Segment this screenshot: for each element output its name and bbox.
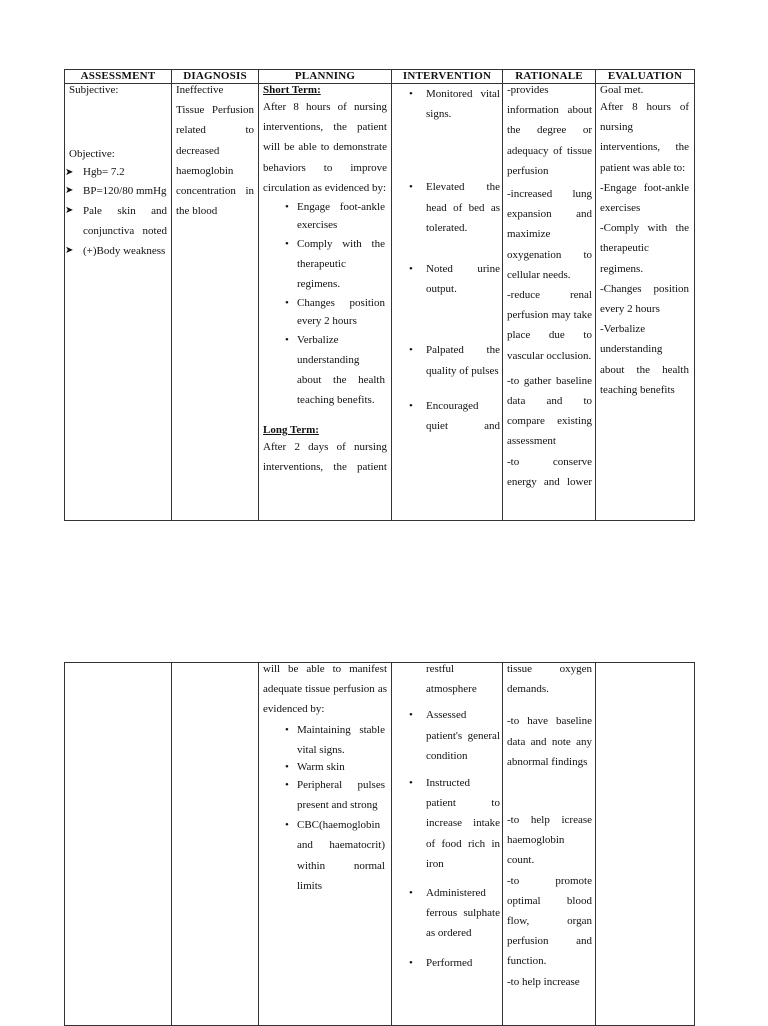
list-item: • CBC(haemoglobin and haematocrit) within normal limits bbox=[263, 815, 385, 897]
care-plan-row bbox=[65, 84, 695, 521]
evaluation-item: -Verbalize understanding about the health teaching benefits bbox=[600, 323, 689, 396]
short-term-text: After 8 hours of nursing interventions, the patient will be able to demonstrate behaviors to improve circulation as evidenced by: bbox=[263, 101, 387, 194]
evaluation-title: Goal met. bbox=[600, 84, 644, 96]
rationale-item: -to have baseline data and note any abnormal findings bbox=[507, 715, 592, 768]
intervention-list-continued bbox=[392, 705, 501, 972]
assessment-cell-continued bbox=[65, 663, 172, 1026]
short-term-label: Short Term: bbox=[263, 84, 321, 96]
list-item: • Palpated the quality of pulses bbox=[409, 344, 500, 377]
header-evaluation: EVALUATION bbox=[596, 70, 695, 84]
rationale-item: -to help icrease haemoglobin count. bbox=[507, 814, 592, 867]
list-item: • Administered ferrous sulphate as ordered bbox=[409, 887, 500, 940]
assessment-list bbox=[65, 164, 168, 261]
intervention-cell bbox=[392, 84, 503, 521]
arrow-bullet-icon: ➤ bbox=[65, 205, 74, 216]
evaluation-item: -Engage foot-ankle exercises bbox=[600, 181, 689, 215]
list-item: • Assessed patient's general condition bbox=[409, 709, 500, 762]
rationale-item: tissue oxygen demands. bbox=[507, 663, 592, 696]
long-term-list bbox=[263, 720, 385, 897]
header-diagnosis: DIAGNOSIS bbox=[172, 70, 259, 84]
long-term-text-continued: will be able to manifest adequate tissue perfusion as evidenced by: bbox=[263, 663, 387, 716]
diagnosis-cell bbox=[172, 84, 259, 521]
evaluation-text: After 8 hours of nursing interventions, the patient was able to: bbox=[600, 101, 689, 174]
care-plan-table-page-2 bbox=[64, 662, 695, 1026]
long-term-text: After 2 days of nursing interventions, the patient bbox=[263, 441, 387, 474]
evaluation-cell bbox=[596, 84, 695, 521]
care-plan-table-page-1 bbox=[64, 69, 695, 521]
rationale-item: -reduce renal perfusion may take place due to vascular occlusion. bbox=[507, 289, 592, 362]
list-item: • Comply with the therapeutic regimens. bbox=[263, 234, 385, 294]
short-term-list bbox=[263, 198, 385, 410]
list-item: • Changes position every 2 hours bbox=[263, 294, 385, 330]
assessment-cell bbox=[65, 84, 172, 521]
evaluation-cell-continued bbox=[596, 663, 695, 1026]
long-term-label: Long Term: bbox=[263, 424, 319, 437]
list-item: • Noted urine output. bbox=[409, 263, 500, 296]
list-item: • Monitored vital signs. bbox=[409, 88, 500, 121]
rationale-item: -provides information about the degree or adequacy of tissue perfusion bbox=[507, 84, 592, 177]
header-assessment: ASSESSMENT bbox=[65, 70, 172, 84]
header-rationale: RATIONALE bbox=[503, 70, 596, 84]
rationale-cell-continued bbox=[503, 663, 596, 1026]
arrow-bullet-icon: ➤ bbox=[65, 167, 74, 178]
objective-label: Objective: bbox=[69, 148, 115, 160]
intervention-cell-continued bbox=[392, 663, 503, 1026]
care-plan-row-continued bbox=[65, 663, 695, 1026]
list-item: ➤ Pale skin and conjunctiva noted bbox=[65, 201, 168, 241]
intervention-continued-text: restful atmosphere bbox=[426, 663, 477, 696]
list-item: • Warm skin bbox=[263, 760, 385, 775]
planning-cell bbox=[259, 84, 392, 521]
rationale-item: -to help increase bbox=[507, 975, 580, 988]
arrow-bullet-icon: ➤ bbox=[65, 185, 74, 196]
rationale-item: -to conserve energy and lower bbox=[507, 455, 592, 488]
header-planning: PLANNING bbox=[259, 70, 392, 84]
arrow-bullet-icon: ➤ bbox=[65, 245, 74, 256]
rationale-item: -to promote optimal blood flow, organ perfusion and function. bbox=[507, 874, 592, 968]
planning-cell-continued bbox=[259, 663, 392, 1026]
list-item: ➤ (+)Body weakness bbox=[65, 241, 168, 261]
rationale-item: -increased lung expansion and maximize oxygenation to cellular needs. bbox=[507, 188, 592, 281]
list-item: • Engage foot-ankle exercises bbox=[263, 198, 385, 234]
list-item: • Peripheral pulses present and strong bbox=[263, 775, 385, 815]
diagnosis-cell-continued bbox=[172, 663, 259, 1026]
rationale-cell bbox=[503, 84, 596, 521]
list-item: • Maintaining stable vital signs. bbox=[263, 720, 385, 760]
rationale-item: -to gather baseline data and to compare existing assessment bbox=[507, 374, 592, 448]
list-item: • Encouraged quiet and bbox=[409, 399, 500, 433]
list-item: • Elevated the head of bed as tolerated. bbox=[409, 181, 500, 234]
intervention-list bbox=[392, 84, 501, 436]
header-intervention: INTERVENTION bbox=[392, 70, 503, 84]
evaluation-item: -Comply with the therapeutic regimens. bbox=[600, 222, 689, 275]
subjective-label: Subjective: bbox=[69, 84, 119, 96]
list-item: • Performed bbox=[409, 956, 473, 969]
list-item: • Instructed patient to increase intake of food rich in iron bbox=[409, 777, 500, 870]
evaluation-item: -Changes position every 2 hours bbox=[600, 282, 689, 316]
diagnosis-text: Ineffective Tissue Perfusion related to decreased haemoglobin concentration in the blood bbox=[176, 84, 254, 218]
header-row bbox=[65, 70, 695, 84]
list-item: ➤ Hgb= 7.2 bbox=[65, 164, 168, 181]
list-item: ➤ BP=120/80 mmHg bbox=[65, 181, 168, 201]
list-item: • Verbalize understanding about the health teaching benefits. bbox=[263, 330, 385, 410]
